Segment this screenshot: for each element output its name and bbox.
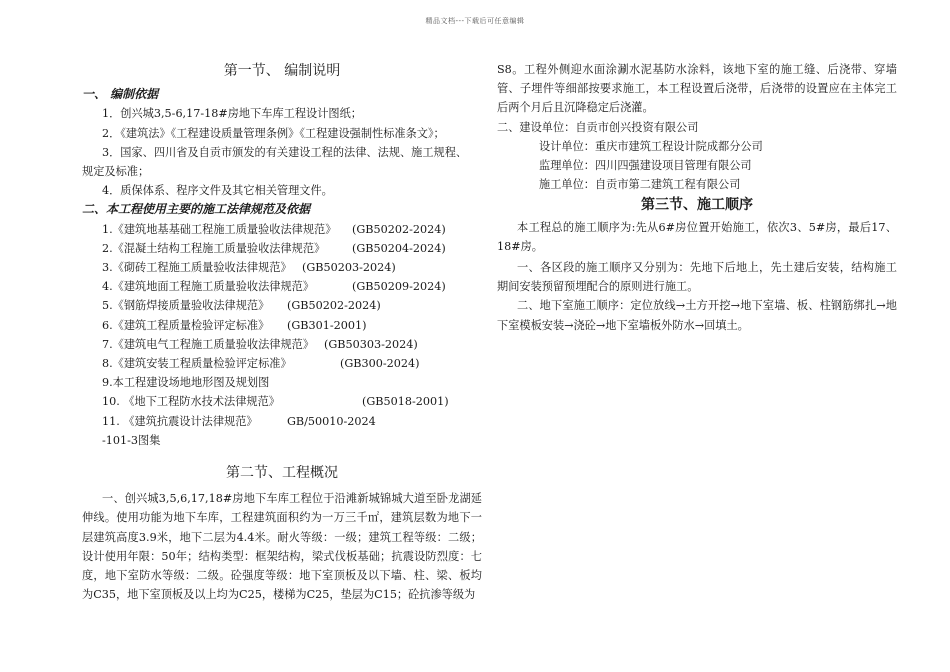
right-column (497, 60, 897, 335)
norm-item (82, 373, 482, 392)
construction-owner: 二、建设单位：自贡市创兴投资有限公司 (497, 120, 699, 134)
norm-item (82, 258, 482, 277)
norm-item (82, 354, 482, 373)
norm-code: (GB301-2001) (287, 318, 367, 332)
norm-name: 3.《砌砖工程施工质量验收法律规范》 (102, 261, 292, 275)
norm-item (82, 220, 482, 239)
norm-code: GB/50010-2024 (287, 414, 376, 428)
basis-item: 1．创兴城3,5-6,17-18#房地下车库工程设计图纸； (102, 107, 362, 121)
section-1-title: 第一节、 编制说明 (223, 63, 341, 79)
basis-item: 3．国家、四川省及自贡市颁发的有关建设工程的法律、法规、施工规程、 (102, 145, 468, 159)
norm-name: 8.《建筑安装工程质量检验评定标准》 (102, 357, 292, 371)
norm-name: 10. 《地下工程防水技术法律规范》 (102, 395, 280, 409)
order-paragraph: 本工程总的施工顺序为:先从6#房位置开始施工，依次3、5#房，最后17、18#房。 (497, 220, 897, 253)
norm-name: 1.《建筑地基基础工程施工质量验收法律规范》 (102, 222, 337, 236)
section-2-title: 第二节、工程概况 (226, 465, 338, 482)
norm-code: (GB50202-2024) (287, 299, 381, 313)
unit-item: 监理单位：四川四强建设项目管理有限公司 (539, 159, 752, 173)
norm-name: 9.本工程建设场地地形图及规划图 (102, 376, 270, 390)
left-column (82, 60, 482, 604)
norm-code: (GB300-2024) (340, 357, 420, 371)
basis-item: 2．《建筑法》《工程建设质量管理条例》《工程建设强制性标准条文》； (102, 126, 445, 140)
sequence-paragraph-2: 二、地下室施工顺序：定位放线→土方开挖→地下室墙、板、柱钢筋绑扎→地下室模板安装→浇砼→地下室墙板外防水→回填土。 (497, 299, 897, 332)
basis-item: 规定及标准； (82, 165, 150, 179)
norm-name: 5.《钢筋焊接质量验收法律规范》 (102, 299, 270, 313)
norm-name: 6.《建筑工程质量检验评定标准》 (102, 318, 270, 332)
norm-code: (GB50204-2024) (352, 241, 446, 255)
unit-item: 设计单位：重庆市建筑工程设计院成都分公司 (539, 139, 763, 153)
norm-item (82, 277, 482, 296)
norm-name: 7.《建筑电气工程施工质量验收法律规范》 (102, 337, 315, 351)
norm-item (82, 239, 482, 258)
norm-name: 11. 《建筑抗震设计法律规范》 (102, 414, 258, 428)
norm-item (82, 316, 482, 335)
subheading-basis: 一、 编制依据 (82, 87, 159, 102)
section-3-title: 第三节、施工顺序 (641, 197, 753, 214)
norm-tail: -101-3图集 (102, 433, 161, 447)
norm-item (82, 296, 482, 315)
norm-item (82, 412, 482, 431)
watermark: 精品文档---下载后可任意编辑 (425, 17, 525, 25)
overview-continued: S8。工程外侧迎水面涂涮水泥基防水涂料，该地下室的施工缝、后浇带、穿墙管、子埋件等细部按要求施工，本工程设置后浇带，后浇带的设置应在主体完工后两个月后且沉降稳定后浇灌。 (497, 63, 897, 115)
subheading-norms: 二、本工程使用主要的施工法律规范及依据 (82, 202, 311, 217)
norm-name: 2.《混凝土结构工程施工质量验收法律规范》 (102, 241, 326, 255)
norm-code: (GB50202-2024) (352, 222, 446, 236)
norm-item (82, 335, 482, 354)
norm-item (82, 392, 482, 411)
norm-code: (GB50203-2024) (302, 261, 396, 275)
overview-paragraph: 一、创兴城3,5,6,17,18#房地下车库工程位于沿滩新城锦城大道至卧龙湖延伸线。使用功能为地下车库，工程建筑面积约为一万三千㎡，建筑层数为地下一层建筑高度3.9米，地下二层为4.4米。耐火等级：一级；建筑工程等级：二级；设计使用年限：50年；结构类型：框架结构，梁式伐板基础；抗震设防烈度：七度，地下室防水等级：二级。砼强度等级：地下室顶板及以下墙、柱、梁、板均为C35，地下室顶板及以上均为C25，楼梯为C25，垫层为C15；砼抗渗等级为 (82, 492, 482, 602)
norm-code: (GB5018-2001) (362, 395, 449, 409)
norm-code: (GB50303-2024) (324, 337, 418, 351)
unit-item: 施工单位：自贡市第二建筑工程有限公司 (539, 178, 741, 192)
norm-code: (GB50209-2024) (352, 280, 446, 294)
norm-name: 4.《建筑地面工程施工质量验收法律规范》 (102, 280, 315, 294)
sequence-paragraph-1: 一、各区段的施工顺序又分别为：先地下后地上，先土建后安装，结构施工期间安装预留预埋配合的原则进行施工。 (497, 261, 897, 294)
basis-item: 4．质保体系、程序文件及其它相关管理文件。 (102, 184, 333, 198)
